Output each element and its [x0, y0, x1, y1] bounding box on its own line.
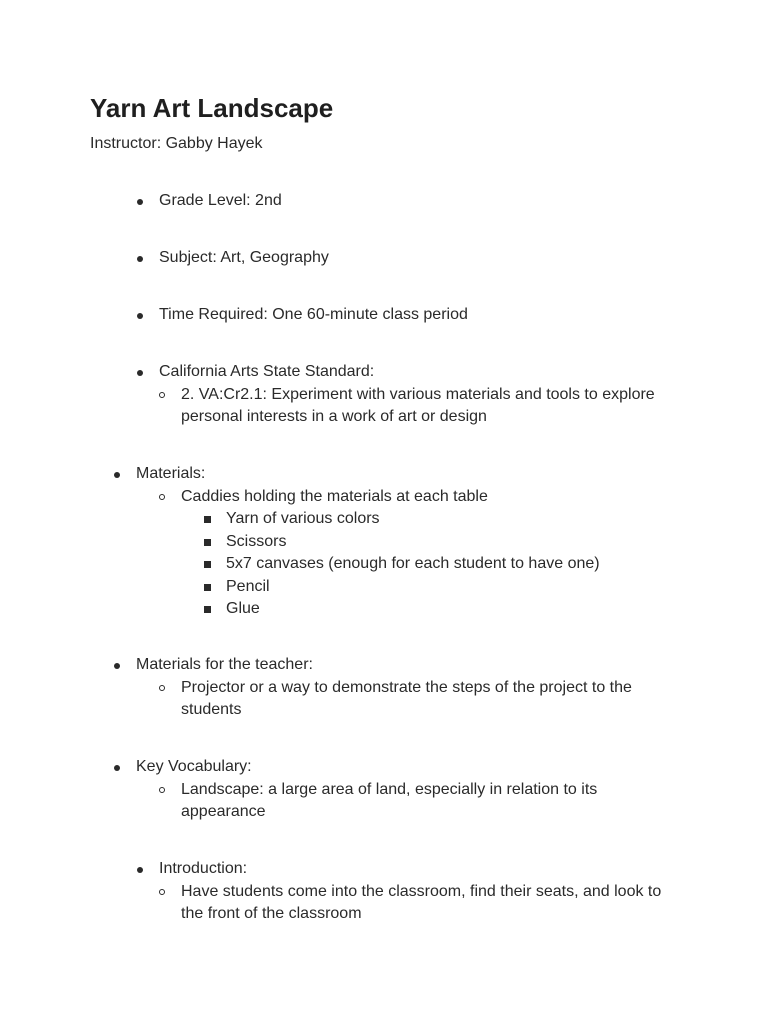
materials-caddies: Caddies holding the materials at each table: [181, 487, 488, 505]
bullet-circle-icon: [159, 494, 165, 500]
list-item-teacher-materials: [114, 654, 632, 722]
instructor-line: Instructor: Gabby Hayek: [90, 135, 263, 152]
vocabulary-label: Key Vocabulary:: [136, 758, 252, 775]
list-item-introduction: [137, 858, 661, 926]
teacher-materials-line2: students: [181, 701, 242, 718]
materials-label: Materials:: [136, 465, 206, 482]
bullet-square-icon: [204, 539, 211, 546]
list-item-subject: [137, 247, 329, 270]
introduction-line2: the front of the classroom: [181, 905, 362, 922]
bullet-circle-icon: [159, 685, 165, 691]
subject-text: Subject: Art, Geography: [159, 249, 329, 266]
bullet-square-icon: [204, 561, 211, 568]
bullet-disc-icon: [114, 663, 120, 669]
bullet-disc-icon: [137, 370, 143, 376]
standard-detail-line2: personal interests in a work of art or design: [181, 408, 487, 425]
bullet-square-icon: [204, 516, 211, 523]
bullet-square-icon: [204, 606, 211, 613]
material-item: Pencil: [226, 577, 270, 595]
bullet-disc-icon: [137, 256, 143, 262]
standard-label: California Arts State Standard:: [159, 363, 375, 380]
bullet-disc-icon: [137, 199, 143, 205]
teacher-materials-line1: Projector or a way to demonstrate the steps of the project to the: [181, 678, 632, 696]
material-item: Yarn of various colors: [226, 510, 380, 527]
teacher-materials-label: Materials for the teacher:: [136, 656, 313, 673]
material-item: Scissors: [226, 532, 287, 550]
introduction-label: Introduction:: [159, 860, 248, 877]
standard-detail-line1: 2. VA:Cr2.1: Experiment with various materials and tools to explore: [181, 385, 655, 403]
list-item-grade: [137, 190, 282, 213]
material-item: Glue: [226, 600, 260, 617]
bullet-circle-icon: [159, 787, 165, 793]
list-item-materials: [114, 463, 600, 621]
list-item-vocabulary: [114, 756, 597, 824]
list-item-time: [137, 304, 468, 327]
bullet-disc-icon: [114, 472, 120, 478]
introduction-line1: Have students come into the classroom, find their seats, and look to: [181, 882, 662, 900]
bullet-circle-icon: [159, 889, 165, 895]
bullet-circle-icon: [159, 392, 165, 398]
grade-text: Grade Level: 2nd: [159, 192, 282, 209]
material-item: 5x7 canvases (enough for each student to have one): [226, 555, 600, 572]
document-title: Yarn Art Landscape: [90, 93, 334, 123]
vocabulary-line2: appearance: [181, 803, 266, 820]
bullet-disc-icon: [137, 867, 143, 873]
bullet-square-icon: [204, 584, 211, 591]
bullet-disc-icon: [114, 765, 120, 771]
bullet-disc-icon: [137, 313, 143, 319]
time-text: Time Required: One 60-minute class period: [159, 306, 468, 323]
list-item-standard: [137, 361, 655, 429]
vocabulary-line1: Landscape: a large area of land, especially in relation to its: [181, 780, 598, 798]
